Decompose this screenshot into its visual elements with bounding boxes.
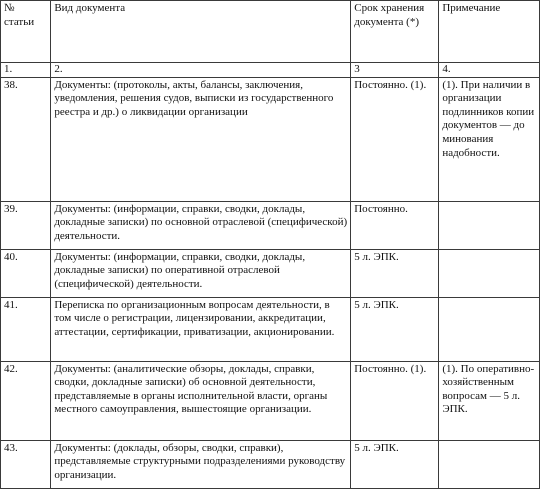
- row-article-number: 38.: [1, 77, 51, 201]
- row-note: (1). При наличии в организации подлинников копии документов — до минования надобности.: [439, 77, 540, 201]
- row-article-number: 43.: [1, 440, 51, 488]
- row-retention-term: 5 л. ЭПК.: [351, 249, 439, 297]
- row-note: [439, 249, 540, 297]
- row-document-kind: Документы: (доклады, обзоры, сводки, справки), представляемые структурными подразделениями руководству организации.: [51, 440, 351, 488]
- row-retention-term: 5 л. ЭПК.: [351, 297, 439, 361]
- row-article-number: 42.: [1, 361, 51, 440]
- table-row: [1, 201, 540, 249]
- row-note: [439, 440, 540, 488]
- column-number: 1.: [1, 63, 51, 78]
- row-document-kind: Документы: (информации, справки, сводки, доклады, докладные записки) по оперативной отраслевой (специфической) деятельности.: [51, 249, 351, 297]
- row-document-kind: Переписка по организационным вопросам деятельности, в том числе о регистрации, лицензировании, аккредитации, аттестации, сертификации, приватизации, акционировании.: [51, 297, 351, 361]
- table-row: [1, 440, 540, 488]
- table-header-row: [1, 1, 540, 63]
- header-retention-term: Срок хранения документа (*): [351, 1, 439, 63]
- row-article-number: 40.: [1, 249, 51, 297]
- column-number-row: [1, 63, 540, 78]
- row-article-number: 39.: [1, 201, 51, 249]
- header-article-number: № статьи: [1, 1, 51, 63]
- table-row: [1, 77, 540, 201]
- header-document-kind: Вид документа: [51, 1, 351, 63]
- row-note: [439, 297, 540, 361]
- row-document-kind: Документы: (информации, справки, сводки, доклады, докладные записки) по основной отраслевой (специфической) деятельности.: [51, 201, 351, 249]
- row-document-kind: Документы: (аналитические обзоры, доклады, справки, сводки, докладные записки) об основной деятельности, представляемые в органы исполнительной власти, органы местного самоуправления, вышестоящие организации.: [51, 361, 351, 440]
- row-retention-term: 5 л. ЭПК.: [351, 440, 439, 488]
- row-retention-term: Постоянно. (1).: [351, 77, 439, 201]
- row-retention-term: Постоянно. (1).: [351, 361, 439, 440]
- table-row: [1, 297, 540, 361]
- table-row: [1, 361, 540, 440]
- row-note: (1). По оперативно-хозяйственным вопросам — 5 л. ЭПК.: [439, 361, 540, 440]
- header-note: Примечание: [439, 1, 540, 63]
- column-number: 4.: [439, 63, 540, 78]
- table-row: [1, 249, 540, 297]
- row-note: [439, 201, 540, 249]
- column-number: 3: [351, 63, 439, 78]
- row-retention-term: Постоянно.: [351, 201, 439, 249]
- row-document-kind: Документы: (протоколы, акты, балансы, заключения, уведомления, решения судов, выписки из государственного реестра и др.) о ликвидации организации: [51, 77, 351, 201]
- row-article-number: 41.: [1, 297, 51, 361]
- column-number: 2.: [51, 63, 351, 78]
